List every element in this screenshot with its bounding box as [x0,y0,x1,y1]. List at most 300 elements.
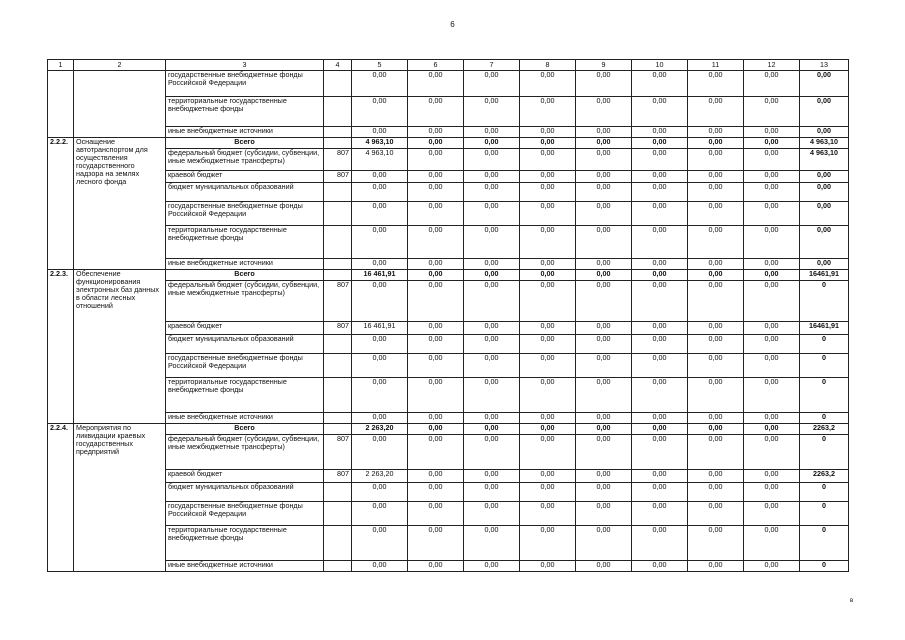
funding-source: государственные внебюджетные фонды Российской Федерации [166,71,324,97]
year-value: 0,00 [744,270,800,281]
year-value: 0,00 [744,526,800,561]
year-value: 0,00 [744,202,800,226]
funding-source: государственные внебюджетные фонды Российской Федерации [166,502,324,526]
year-value: 0,00 [352,378,408,413]
continuation-name-cell [74,71,166,138]
row-total: 0 [800,483,849,502]
year-value: 0,00 [464,270,520,281]
row-total: 0,00 [800,71,849,97]
year-value: 0,00 [688,281,744,322]
year-value: 0,00 [408,335,464,354]
year-value: 0,00 [688,470,744,483]
year-value: 0,00 [744,470,800,483]
year-value: 0,00 [576,502,632,526]
header-row [48,60,849,71]
budget-code: 807 [324,281,352,322]
year-value: 0,00 [408,435,464,470]
year-value: 0,00 [576,354,632,378]
year-value: 0,00 [744,149,800,171]
column-header: 6 [408,60,464,71]
year-value: 0,00 [408,483,464,502]
year-value: 0,00 [688,526,744,561]
year-value: 0,00 [576,281,632,322]
budget-code [324,335,352,354]
year-value: 0,00 [464,424,520,435]
year-value: 16 461,91 [352,270,408,281]
year-value: 0,00 [520,335,576,354]
year-value: 0,00 [352,335,408,354]
year-value: 0,00 [520,138,576,149]
year-value: 0,00 [744,335,800,354]
row-total: 0,00 [800,97,849,127]
budget-code [324,424,352,435]
budget-code [324,226,352,259]
year-value: 0,00 [576,335,632,354]
year-value: 0,00 [464,378,520,413]
year-value: 0,00 [688,171,744,183]
year-value: 0,00 [688,413,744,424]
year-value: 0,00 [520,413,576,424]
year-value: 0,00 [688,259,744,270]
year-value: 0,00 [576,259,632,270]
total-label: Всего [166,270,324,281]
year-value: 2 263,20 [352,470,408,483]
year-value: 0,00 [744,281,800,322]
year-value: 0,00 [520,183,576,202]
column-header: 12 [744,60,800,71]
year-value: 0,00 [576,378,632,413]
row-total: 0,00 [800,226,849,259]
column-header: 11 [688,60,744,71]
column-header: 9 [576,60,632,71]
year-value: 0,00 [408,71,464,97]
row-total: 0 [800,413,849,424]
page-number: 6 [450,20,455,29]
table-row [48,354,849,378]
budget-code [324,202,352,226]
year-value: 0,00 [520,97,576,127]
year-value: 0,00 [576,138,632,149]
budget-code [324,354,352,378]
year-value: 0,00 [632,226,688,259]
year-value: 0,00 [352,281,408,322]
year-value: 0,00 [688,424,744,435]
row-total: 0 [800,435,849,470]
year-value: 2 263,20 [352,424,408,435]
budget-code [324,138,352,149]
year-value: 0,00 [520,281,576,322]
year-value: 0,00 [632,378,688,413]
budget-code: 807 [324,322,352,335]
year-value: 0,00 [464,322,520,335]
year-value: 0,00 [408,413,464,424]
year-value: 0,00 [520,561,576,572]
total-label: Всего [166,138,324,149]
year-value: 0,00 [688,483,744,502]
year-value: 0,00 [632,183,688,202]
table-row [48,270,849,281]
year-value: 0,00 [352,202,408,226]
year-value: 0,00 [520,270,576,281]
budget-code [324,378,352,413]
year-value: 0,00 [744,561,800,572]
funding-source: краевой бюджет [166,171,324,183]
row-total: 0,00 [800,171,849,183]
year-value: 0,00 [632,483,688,502]
row-total: 0 [800,561,849,572]
table-row [48,413,849,424]
row-total: 0,00 [800,259,849,270]
year-value: 0,00 [408,281,464,322]
budget-code [324,502,352,526]
year-value: 0,00 [688,322,744,335]
year-value: 4 963,10 [352,149,408,171]
year-value: 0,00 [688,502,744,526]
year-value: 0,00 [464,561,520,572]
column-header: 8 [520,60,576,71]
item-number: 2.2.3. [48,270,74,424]
year-value: 0,00 [688,183,744,202]
year-value: 0,00 [688,378,744,413]
table-row [48,97,849,127]
year-value: 0,00 [520,259,576,270]
year-value: 0,00 [632,127,688,138]
year-value: 0,00 [576,413,632,424]
year-value: 0,00 [688,335,744,354]
year-value: 0,00 [576,226,632,259]
item-name: Обеспечение функционирования электронных баз данных в области лесных отношений [74,270,166,424]
year-value: 0,00 [352,561,408,572]
year-value: 0,00 [352,127,408,138]
year-value: 0,00 [352,354,408,378]
year-value: 0,00 [408,561,464,572]
row-total: 0 [800,281,849,322]
year-value: 0,00 [688,202,744,226]
funding-source: иные внебюджетные источники [166,259,324,270]
budget-code: 807 [324,149,352,171]
item-number: 2.2.2. [48,138,74,270]
column-header: 10 [632,60,688,71]
year-value: 0,00 [576,149,632,171]
year-value: 0,00 [744,435,800,470]
year-value: 0,00 [744,424,800,435]
funding-source: иные внебюджетные источники [166,413,324,424]
year-value: 0,00 [632,149,688,171]
year-value: 0,00 [688,226,744,259]
year-value: 0,00 [464,335,520,354]
table-row [48,171,849,183]
table-row [48,424,849,435]
year-value: 0,00 [464,171,520,183]
year-value: 0,00 [632,335,688,354]
funding-source: бюджет муниципальных образований [166,335,324,354]
year-value: 0,00 [464,435,520,470]
row-total: 0 [800,378,849,413]
year-value: 0,00 [744,127,800,138]
column-header: 2 [74,60,166,71]
year-value: 0,00 [632,424,688,435]
year-value: 0,00 [632,502,688,526]
year-value: 0,00 [520,378,576,413]
year-value: 0,00 [744,138,800,149]
row-total: 0,00 [800,183,849,202]
year-value: 0,00 [744,226,800,259]
table-row [48,281,849,322]
budget-code: 807 [324,470,352,483]
table-row [48,322,849,335]
year-value: 0,00 [744,183,800,202]
year-value: 0,00 [520,322,576,335]
funding-source: иные внебюджетные источники [166,561,324,572]
budget-code: 807 [324,171,352,183]
year-value: 0,00 [408,502,464,526]
year-value: 0,00 [688,270,744,281]
year-value: 0,00 [520,435,576,470]
row-total: 2263,2 [800,470,849,483]
year-value: 0,00 [408,270,464,281]
year-value: 0,00 [520,202,576,226]
year-value: 16 461,91 [352,322,408,335]
year-value: 0,00 [688,435,744,470]
year-value: 0,00 [520,226,576,259]
year-value: 0,00 [576,127,632,138]
funding-source: бюджет муниципальных образований [166,483,324,502]
funding-source: иные внебюджетные источники [166,127,324,138]
budget-code [324,413,352,424]
year-value: 0,00 [632,259,688,270]
table-row [48,127,849,138]
table-row [48,183,849,202]
year-value: 0,00 [352,435,408,470]
table-row [48,378,849,413]
row-total: 16461,91 [800,322,849,335]
year-value: 0,00 [352,171,408,183]
table-row [48,202,849,226]
year-value: 0,00 [408,526,464,561]
year-value: 0,00 [464,138,520,149]
year-value: 0,00 [464,413,520,424]
year-value: 0,00 [408,97,464,127]
funding-source: государственные внебюджетные фонды Российской Федерации [166,202,324,226]
column-header: 7 [464,60,520,71]
year-value: 0,00 [576,202,632,226]
year-value: 0,00 [632,281,688,322]
row-total: 0 [800,502,849,526]
year-value: 0,00 [464,354,520,378]
year-value: 0,00 [464,97,520,127]
year-value: 0,00 [352,97,408,127]
year-value: 0,00 [744,502,800,526]
row-total: 16461,91 [800,270,849,281]
budget-table [47,59,849,572]
year-value: 0,00 [744,354,800,378]
row-total: 0 [800,354,849,378]
year-value: 0,00 [464,202,520,226]
funding-source: федеральный бюджет (субсидии, субвенции, иные межбюджетные трансферты) [166,435,324,470]
year-value: 0,00 [632,322,688,335]
year-value: 0,00 [744,259,800,270]
continuation-number-cell [48,71,74,138]
year-value: 0,00 [576,270,632,281]
year-value: 0,00 [576,71,632,97]
year-value: 0,00 [744,322,800,335]
year-value: 0,00 [688,138,744,149]
year-value: 0,00 [632,138,688,149]
table-row [48,526,849,561]
table-row [48,226,849,259]
funding-source: федеральный бюджет (субсидии, субвенции, иные межбюджетные трансферты) [166,149,324,171]
total-label: Всего [166,424,324,435]
row-total: 2263,2 [800,424,849,435]
year-value: 0,00 [520,127,576,138]
item-number: 2.2.4. [48,424,74,572]
year-value: 0,00 [352,71,408,97]
table-row [48,561,849,572]
funding-source: территориальные государственные внебюджетные фонды [166,97,324,127]
year-value: 0,00 [352,502,408,526]
year-value: 0,00 [520,149,576,171]
row-total: 4 963,10 [800,138,849,149]
year-value: 0,00 [632,71,688,97]
corner-mark: в [850,598,854,604]
year-value: 0,00 [352,259,408,270]
year-value: 0,00 [688,561,744,572]
year-value: 0,00 [408,259,464,270]
year-value: 0,00 [352,183,408,202]
year-value: 0,00 [520,354,576,378]
year-value: 0,00 [688,149,744,171]
year-value: 0,00 [520,470,576,483]
year-value: 0,00 [744,171,800,183]
year-value: 0,00 [632,202,688,226]
row-total: 0,00 [800,127,849,138]
year-value: 0,00 [744,483,800,502]
funding-source: территориальные государственные внебюджетные фонды [166,526,324,561]
funding-source: бюджет муниципальных образований [166,183,324,202]
year-value: 0,00 [464,226,520,259]
year-value: 0,00 [744,378,800,413]
year-value: 0,00 [632,435,688,470]
year-value: 0,00 [520,71,576,97]
year-value: 0,00 [408,202,464,226]
year-value: 0,00 [408,226,464,259]
table-row [48,502,849,526]
year-value: 0,00 [576,435,632,470]
budget-code: 807 [324,435,352,470]
year-value: 0,00 [688,354,744,378]
table-row [48,435,849,470]
year-value: 0,00 [352,226,408,259]
year-value: 0,00 [408,354,464,378]
year-value: 0,00 [408,183,464,202]
year-value: 0,00 [576,561,632,572]
year-value: 0,00 [688,71,744,97]
year-value: 0,00 [408,424,464,435]
funding-source: территориальные государственные внебюджетные фонды [166,226,324,259]
row-total: 0,00 [800,202,849,226]
year-value: 0,00 [464,71,520,97]
year-value: 0,00 [576,97,632,127]
year-value: 0,00 [576,183,632,202]
year-value: 0,00 [464,259,520,270]
year-value: 0,00 [576,424,632,435]
year-value: 0,00 [520,171,576,183]
year-value: 0,00 [576,322,632,335]
budget-code [324,270,352,281]
funding-source: федеральный бюджет (субсидии, субвенции, иные межбюджетные трансферты) [166,281,324,322]
column-header: 1 [48,60,74,71]
year-value: 0,00 [744,413,800,424]
year-value: 0,00 [632,526,688,561]
year-value: 0,00 [408,378,464,413]
budget-code [324,483,352,502]
table-row [48,138,849,149]
budget-code [324,561,352,572]
table-row [48,259,849,270]
row-total: 0 [800,335,849,354]
funding-source: государственные внебюджетные фонды Российской Федерации [166,354,324,378]
year-value: 0,00 [464,183,520,202]
year-value: 0,00 [576,171,632,183]
year-value: 0,00 [632,270,688,281]
year-value: 0,00 [576,483,632,502]
year-value: 0,00 [520,526,576,561]
table-row [48,335,849,354]
table-row [48,149,849,171]
year-value: 0,00 [408,171,464,183]
year-value: 0,00 [408,322,464,335]
funding-source: краевой бюджет [166,322,324,335]
year-value: 4 963,10 [352,138,408,149]
year-value: 0,00 [408,149,464,171]
year-value: 0,00 [352,483,408,502]
table-row [48,71,849,97]
year-value: 0,00 [464,483,520,502]
column-header: 4 [324,60,352,71]
year-value: 0,00 [632,97,688,127]
budget-code [324,526,352,561]
year-value: 0,00 [632,470,688,483]
year-value: 0,00 [464,502,520,526]
year-value: 0,00 [464,526,520,561]
year-value: 0,00 [520,483,576,502]
year-value: 0,00 [464,127,520,138]
year-value: 0,00 [464,470,520,483]
item-name: Оснащение автотранспортом для осуществления государственного надзора на землях лесного фонда [74,138,166,270]
year-value: 0,00 [408,138,464,149]
budget-code [324,127,352,138]
year-value: 0,00 [352,526,408,561]
year-value: 0,00 [688,127,744,138]
year-value: 0,00 [464,281,520,322]
year-value: 0,00 [576,526,632,561]
table-row [48,483,849,502]
year-value: 0,00 [352,413,408,424]
year-value: 0,00 [576,470,632,483]
column-header: 5 [352,60,408,71]
year-value: 0,00 [632,354,688,378]
year-value: 0,00 [632,561,688,572]
column-header: 3 [166,60,324,71]
year-value: 0,00 [632,171,688,183]
column-header: 13 [800,60,849,71]
row-total: 4 963,10 [800,149,849,171]
year-value: 0,00 [632,413,688,424]
budget-code [324,259,352,270]
row-total: 0 [800,526,849,561]
budget-code [324,183,352,202]
budget-code [324,97,352,127]
